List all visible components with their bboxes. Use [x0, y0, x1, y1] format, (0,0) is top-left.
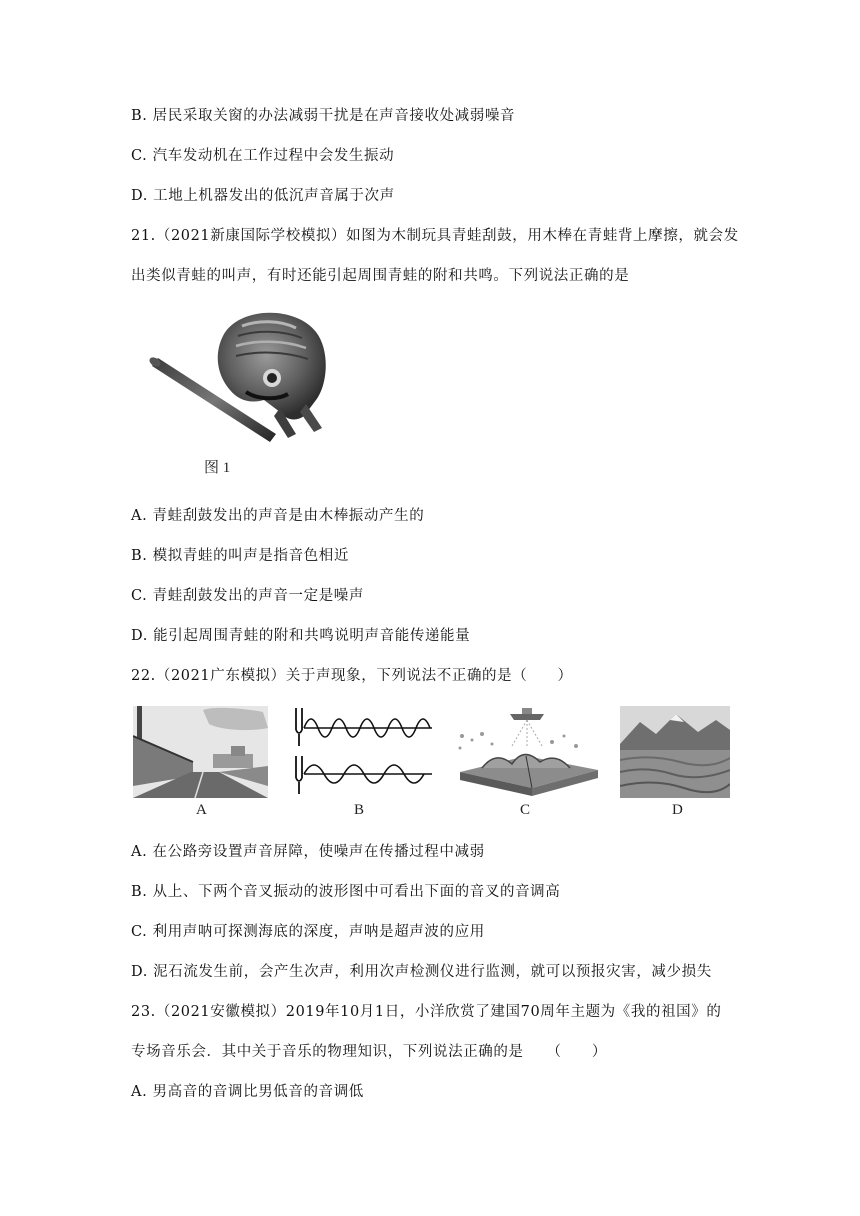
- panel-a-figure: [133, 706, 268, 820]
- q23-stem-line-2: 专场音乐会．其中关于音乐的物理知识，下列说法正确的是 （ ）: [131, 1044, 607, 1060]
- q21-stem-line-2: 出类似青蛙的叫声，有时还能引起周围青蛙的附和共鸣。下列说法正确的是: [131, 268, 630, 284]
- q21-option-b: B. 模拟青蛙的叫声是指音色相近: [131, 548, 349, 564]
- q22-option-c: C. 利用声呐可探测海底的深度，声呐是超声波的应用: [131, 924, 485, 940]
- q21-option-a: A. 青蛙刮鼓发出的声音是由木棒振动产生的: [131, 508, 425, 524]
- q21-option-c: C. 青蛙刮鼓发出的声音一定是噪声: [131, 588, 364, 604]
- sonar-seabed-illustration: [452, 706, 600, 798]
- frog-guiro-illustration: [146, 304, 330, 484]
- q21-stem-line-1: 21.（2021新康国际学校模拟）如图为木制玩具青蛙刮鼓，用木棒在青蛙背上摩擦，就会发: [131, 228, 739, 244]
- q20-option-c: C. 汽车发动机在工作过程中会发生振动: [131, 148, 395, 164]
- panel-d-figure: [620, 706, 730, 820]
- panel-b-figure: [292, 706, 434, 820]
- tuning-fork-waveforms: [292, 706, 434, 798]
- q23-option-a: A. 男高音的音调比男低音的音调低: [131, 1084, 364, 1100]
- panel-c-label: C: [520, 802, 531, 818]
- mudslide-photo: [620, 706, 730, 798]
- panel-b-label: B: [354, 802, 365, 818]
- panel-d-label: D: [672, 802, 683, 818]
- q22-stem: 22.（2021广东模拟）关于声现象，下列说法不正确的是（ ）: [131, 668, 573, 684]
- q22-option-d: D. 泥石流发生前，会产生次声，利用次声检测仪进行监测，就可以预报灾害，减少损失: [131, 964, 712, 980]
- panel-c-figure: [452, 706, 600, 820]
- sound-barrier-photo: [133, 706, 268, 798]
- frog-figure-caption: 图 1: [204, 460, 231, 476]
- panel-a-label: A: [196, 802, 207, 818]
- q22-option-b: B. 从上、下两个音叉振动的波形图中可看出下面的音叉的音调高: [131, 884, 561, 900]
- q22-option-a: A. 在公路旁设置声音屏障，使噪声在传播过程中减弱: [131, 844, 485, 860]
- q20-option-d: D. 工地上机器发出的低沉声音属于次声: [131, 188, 395, 204]
- q23-stem-line-1: 23.（2021安徽模拟）2019年10月1日，小洋欣赏了建国70周年主题为《我的祖国》的: [131, 1004, 722, 1020]
- q20-option-b: B. 居民采取关窗的办法减弱干扰是在声音接收处减弱噪音: [131, 108, 516, 124]
- frog-guiro-figure: [146, 304, 330, 484]
- q21-option-d: D. 能引起周围青蛙的附和共鸣说明声音能传递能量: [131, 628, 471, 644]
